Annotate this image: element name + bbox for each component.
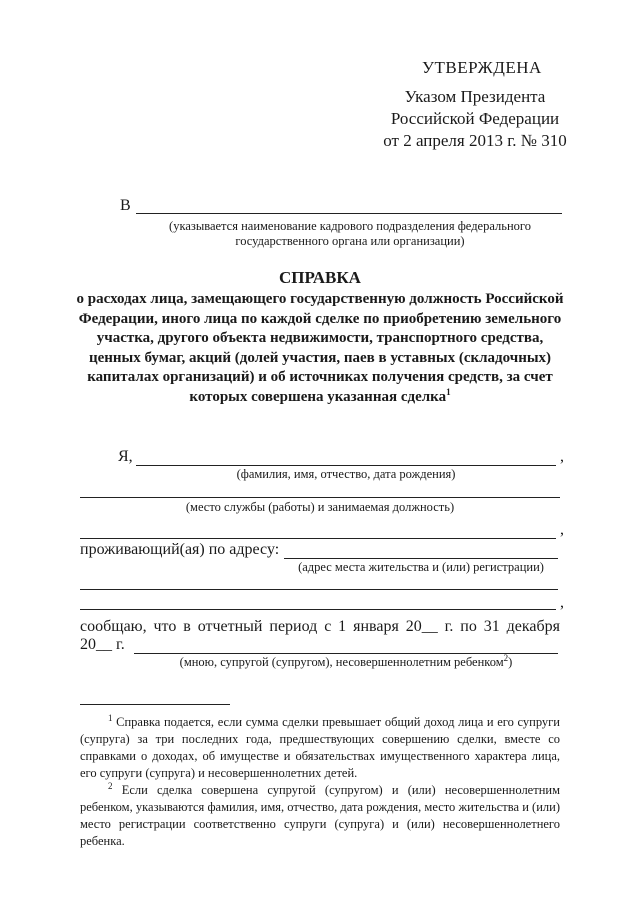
addressee-caption: [120, 219, 580, 249]
performer-caption-text: (мною, супругой (супругом), несовершеннолетним ребенком: [179, 655, 504, 669]
footnote-2-text: Если сделка совершена супругой (супругом) и (или) несовершеннолетним ребенком, указываются фамилия, имя, отчество, дата рождения, место жительства и (или) место регистрации соответственно супруги (супруга) и (или) несовершеннолетнего ребенка.: [80, 783, 560, 848]
report-year-label: 20__ г.: [80, 636, 125, 653]
work-field[interactable]: [80, 497, 560, 498]
addressee-caption-line-1: (указывается наименование кадрового подразделения федерального: [169, 219, 531, 233]
approval-stamp: УТВЕРЖДЕНА: [422, 58, 542, 77]
footnote-2-ref: 2: [503, 652, 509, 663]
work-field-continued[interactable]: [80, 538, 556, 539]
footnote-2-mark: 2: [108, 780, 113, 791]
decree-line-2: Российской Федерации: [390, 109, 560, 128]
address-field-line-3[interactable]: [80, 609, 556, 610]
footnote-1-ref: 1: [446, 386, 451, 397]
address-caption: (адрес места жительства и (или) регистрации): [298, 560, 544, 574]
performer-caption-end: ): [508, 655, 513, 669]
decree-line-3: от 2 апреля 2013 г. № 310: [383, 131, 567, 150]
footnote-separator: [80, 704, 230, 705]
decree-line-1: Указом Президента: [404, 87, 546, 106]
name-comma: ,: [560, 448, 564, 465]
address-label: проживающий(ая) по адресу:: [80, 541, 280, 558]
document-title: СПРАВКА: [279, 268, 361, 287]
document-subtitle: [70, 290, 570, 407]
addressee-caption-line-2: государственного органа или организации): [235, 234, 465, 248]
performer-caption: [134, 652, 558, 670]
report-period-text: сообщаю, что в отчетный период с 1 января 20__ г. по 31 декабря: [80, 618, 560, 635]
i-label: Я,: [118, 448, 133, 465]
footnote-1: [80, 714, 560, 782]
work-comma: ,: [560, 521, 564, 538]
footnote-1-mark: 1: [108, 712, 113, 723]
performer-field[interactable]: [134, 653, 558, 654]
address-field[interactable]: [284, 558, 558, 559]
name-field[interactable]: [136, 465, 556, 466]
footnote-2: [80, 782, 560, 850]
address-field-line-2[interactable]: [80, 589, 558, 590]
decree-reference: [380, 86, 570, 152]
footnote-1-text: Справка подается, если сумма сделки превышает общий доход лица и его супруги (супруга) за три последних года, предшествующих совершению сделки, вместе со справками о доходах, об имуществе и обязательствах имущественного характера лица, его супруги (супруга) и несовершеннолетних детей.: [80, 715, 560, 780]
addressee-prefix: В: [120, 197, 131, 214]
name-caption: (фамилия, имя, отчество, дата рождения): [236, 467, 456, 481]
addressee-field[interactable]: [136, 213, 562, 214]
address-comma: ,: [560, 594, 564, 611]
subtitle-text: о расходах лица, замещающего государственную должность Российской Федерации, иного лица по каждой сделке по приобретению земельного участка, другого объекта недвижимости, транспортного средства, ценных бумаг, акций (долей участия, паев в уставных (складочных) капиталах организаций) и об источниках получения средств, за счет которых совершена указанная сделка: [76, 291, 564, 405]
work-caption: (место службы (работы) и занимаемая должность): [185, 500, 455, 514]
